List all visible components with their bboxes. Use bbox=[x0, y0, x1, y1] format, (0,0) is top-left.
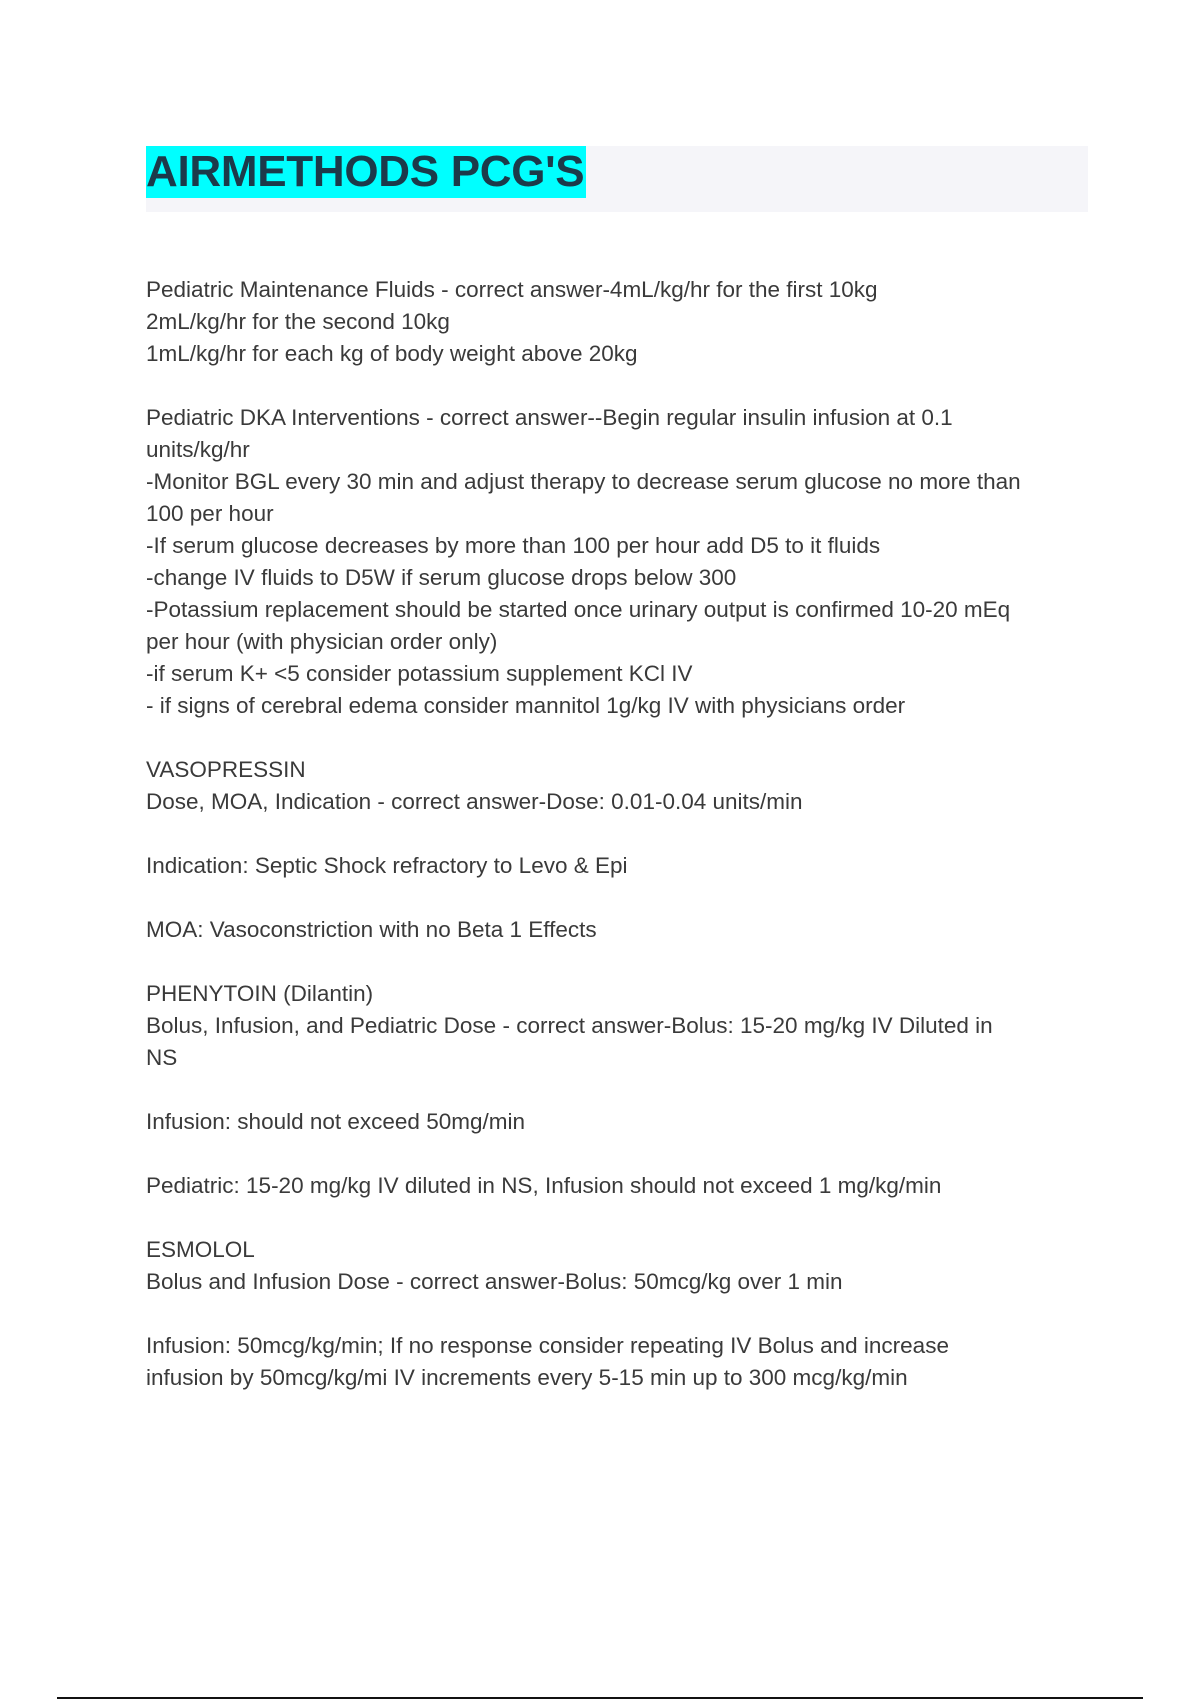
text-line: Dose, MOA, Indication - correct answer-Dose: 0.01-0.04 units/min bbox=[146, 789, 803, 814]
text-line: - if signs of cerebral edema consider mannitol 1g/kg IV with physicians order bbox=[146, 693, 906, 718]
text-line: Infusion: 50mcg/kg/min; If no response consider repeating IV Bolus and increase bbox=[146, 1333, 949, 1358]
text-line: 100 per hour bbox=[146, 501, 274, 526]
text-line: 1mL/kg/hr for each kg of body weight above 20kg bbox=[146, 341, 638, 366]
text-line: -Potassium replacement should be started once urinary output is confirmed 10-20 mEq bbox=[146, 597, 1011, 622]
text-line: units/kg/hr bbox=[146, 437, 250, 462]
text-line: infusion by 50mcg/kg/mi IV increments every 5-15 min up to 300 mcg/kg/min bbox=[146, 1365, 908, 1390]
text-line: Bolus, Infusion, and Pediatric Dose - correct answer-Bolus: 15-20 mg/kg IV Diluted in bbox=[146, 1013, 993, 1038]
section-heading: PHENYTOIN (Dilantin) bbox=[146, 981, 374, 1006]
page-divider bbox=[57, 1697, 1143, 1699]
block-pediatric-dka-interventions bbox=[146, 402, 1092, 722]
block-vasopressin-indication bbox=[146, 850, 1092, 882]
page-title: AIRMETHODS PCG'S bbox=[146, 147, 585, 196]
section-heading: ESMOLOL bbox=[146, 1237, 255, 1262]
text-line: -if serum K+ <5 consider potassium supplement KCl IV bbox=[146, 661, 693, 686]
text-line: -Monitor BGL every 30 min and adjust therapy to decrease serum glucose no more than bbox=[146, 469, 1021, 494]
block-pediatric-maintenance-fluids bbox=[146, 274, 1092, 370]
text-line: 2mL/kg/hr for the second 10kg bbox=[146, 309, 450, 334]
text-line: per hour (with physician order only) bbox=[146, 629, 498, 654]
block-esmolol bbox=[146, 1234, 1092, 1298]
text-line: Indication: Septic Shock refractory to Levo & Epi bbox=[146, 853, 628, 878]
text-line: Pediatric Maintenance Fluids - correct answer-4mL/kg/hr for the first 10kg bbox=[146, 277, 878, 302]
block-vasopressin-moa bbox=[146, 914, 1092, 946]
block-esmolol-infusion bbox=[146, 1330, 1092, 1394]
block-phenytoin-pediatric bbox=[146, 1170, 1092, 1202]
text-line: Infusion: should not exceed 50mg/min bbox=[146, 1109, 525, 1134]
text-line: Bolus and Infusion Dose - correct answer-Bolus: 50mcg/kg over 1 min bbox=[146, 1269, 843, 1294]
block-phenytoin-infusion bbox=[146, 1106, 1092, 1138]
text-line: MOA: Vasoconstriction with no Beta 1 Effects bbox=[146, 917, 597, 942]
block-vasopressin bbox=[146, 754, 1092, 818]
document-body bbox=[146, 274, 1092, 1426]
text-line: -change IV fluids to D5W if serum glucose drops below 300 bbox=[146, 565, 737, 590]
block-phenytoin bbox=[146, 978, 1092, 1074]
text-line: -If serum glucose decreases by more than 100 per hour add D5 to it fluids bbox=[146, 533, 881, 558]
text-line: NS bbox=[146, 1045, 178, 1070]
section-heading: VASOPRESSIN bbox=[146, 757, 306, 782]
text-line: Pediatric: 15-20 mg/kg IV diluted in NS, Infusion should not exceed 1 mg/kg/min bbox=[146, 1173, 942, 1198]
text-line: Pediatric DKA Interventions - correct answer--Begin regular insulin infusion at 0.1 bbox=[146, 405, 953, 430]
